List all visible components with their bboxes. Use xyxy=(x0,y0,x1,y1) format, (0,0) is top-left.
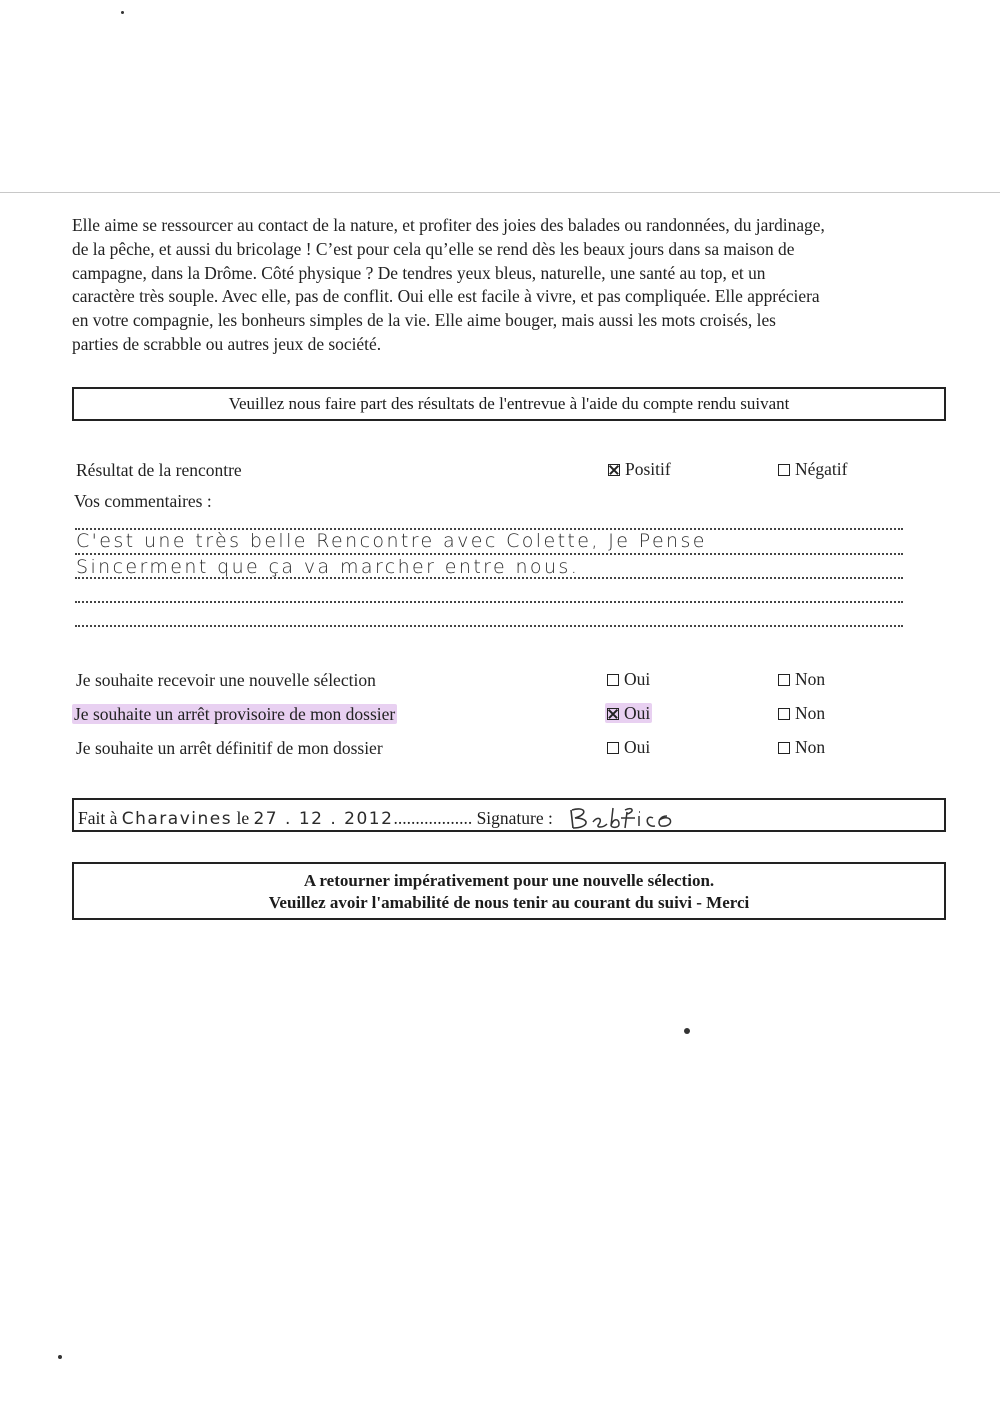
request-box xyxy=(72,387,946,421)
negative-option[interactable] xyxy=(778,459,847,480)
signature-label: Signature : xyxy=(476,808,553,828)
negative-label: Négatif xyxy=(795,459,848,479)
comment-line xyxy=(75,553,903,555)
fait-label: Fait à xyxy=(78,808,118,828)
scan-speck xyxy=(684,1028,690,1034)
no-label: Non xyxy=(795,737,826,757)
yes-label: Oui xyxy=(624,703,651,723)
no-label: Non xyxy=(795,669,826,689)
intro-line: Elle aime se ressourcer au contact de la nature, et profiter des joies des balades ou randonnées, du jardinage, xyxy=(72,215,825,235)
scan-edge-line xyxy=(0,192,1000,193)
positive-option[interactable] xyxy=(608,459,671,480)
positive-label: Positif xyxy=(625,459,671,479)
date-handwritten: 27 . 12 . 2012 xyxy=(253,809,394,829)
permanent-stop-yes[interactable] xyxy=(607,737,650,758)
comment-line xyxy=(75,601,903,603)
signature-row xyxy=(78,804,683,832)
option-label-temporary-stop xyxy=(72,704,397,725)
new-selection-no-checkbox[interactable] xyxy=(778,674,790,686)
intro-line: de la pêche, et aussi du bricolage ! C’est pour cela qu’elle se rend dès les beaux jours dans sa maison de xyxy=(72,238,795,259)
positive-checkbox[interactable] xyxy=(608,464,620,476)
temporary-stop-yes[interactable] xyxy=(605,703,652,724)
new-selection-yes[interactable] xyxy=(607,669,650,690)
permanent-stop-no[interactable] xyxy=(778,737,825,758)
footer-box xyxy=(72,862,946,920)
yes-label: Oui xyxy=(624,737,651,757)
no-label: Non xyxy=(795,703,826,723)
permanent-stop-no-checkbox[interactable] xyxy=(778,742,790,754)
scan-speck xyxy=(58,1355,62,1359)
intro-line: en votre compagnie, les bonheurs simples de la vie. Elle aime bouger, mais aussi les mots croisés, les xyxy=(72,310,776,331)
temporary-stop-no[interactable] xyxy=(778,703,825,724)
new-selection-yes-checkbox[interactable] xyxy=(607,674,619,686)
request-box-text: Veuillez nous faire part des résultats de l'entrevue à l'aide du compte rendu suivant xyxy=(228,394,790,413)
temporary-stop-yes-checkbox[interactable] xyxy=(607,708,619,720)
comment-handwriting-line1: C'est une très belle Rencontre avec Colette, Je Pense xyxy=(76,530,707,552)
footer-line2: Veuillez avoir l'amabilité de nous tenir au courant du suivi - Merci xyxy=(268,893,750,912)
result-label: Résultat de la rencontre xyxy=(76,460,242,480)
le-label: le xyxy=(236,808,250,828)
comments-label: Vos commentaires : xyxy=(74,491,212,511)
signature-box xyxy=(72,798,946,832)
place-handwritten: Charavines xyxy=(121,809,233,829)
intro-line: parties de scrabble ou autres jeux de société. xyxy=(72,333,382,354)
option-label-new-selection: Je souhaite recevoir une nouvelle sélection xyxy=(76,670,376,690)
scan-speck xyxy=(121,11,124,14)
new-selection-no[interactable] xyxy=(778,669,825,690)
negative-checkbox[interactable] xyxy=(778,464,790,476)
temporary-stop-no-checkbox[interactable] xyxy=(778,708,790,720)
comment-handwriting-line2: Sincerment que ça va marcher entre nous. xyxy=(76,556,580,578)
intro-line: caractère très souple. Avec elle, pas de conflit. Oui elle est facile à vivre, et pas compliquée. Elle appréciera xyxy=(72,286,820,307)
intro-line: campagne, dans la Drôme. Côté physique ? De tendres yeux bleus, naturelle, une santé au top, et un xyxy=(72,262,766,283)
comment-line xyxy=(75,625,903,627)
highlighted-text: Je souhaite un arrêt provisoire de mon dossier xyxy=(74,704,396,724)
handwritten-signature xyxy=(563,804,683,832)
option-label-permanent-stop: Je souhaite un arrêt définitif de mon dossier xyxy=(76,738,383,758)
highlighted-yes xyxy=(605,703,652,723)
permanent-stop-yes-checkbox[interactable] xyxy=(607,742,619,754)
footer-line1: A retourner impérativement pour une nouvelle sélection. xyxy=(303,871,715,890)
intro-paragraph xyxy=(72,214,952,357)
date-dots: .................. xyxy=(393,808,473,828)
yes-label: Oui xyxy=(624,669,651,689)
